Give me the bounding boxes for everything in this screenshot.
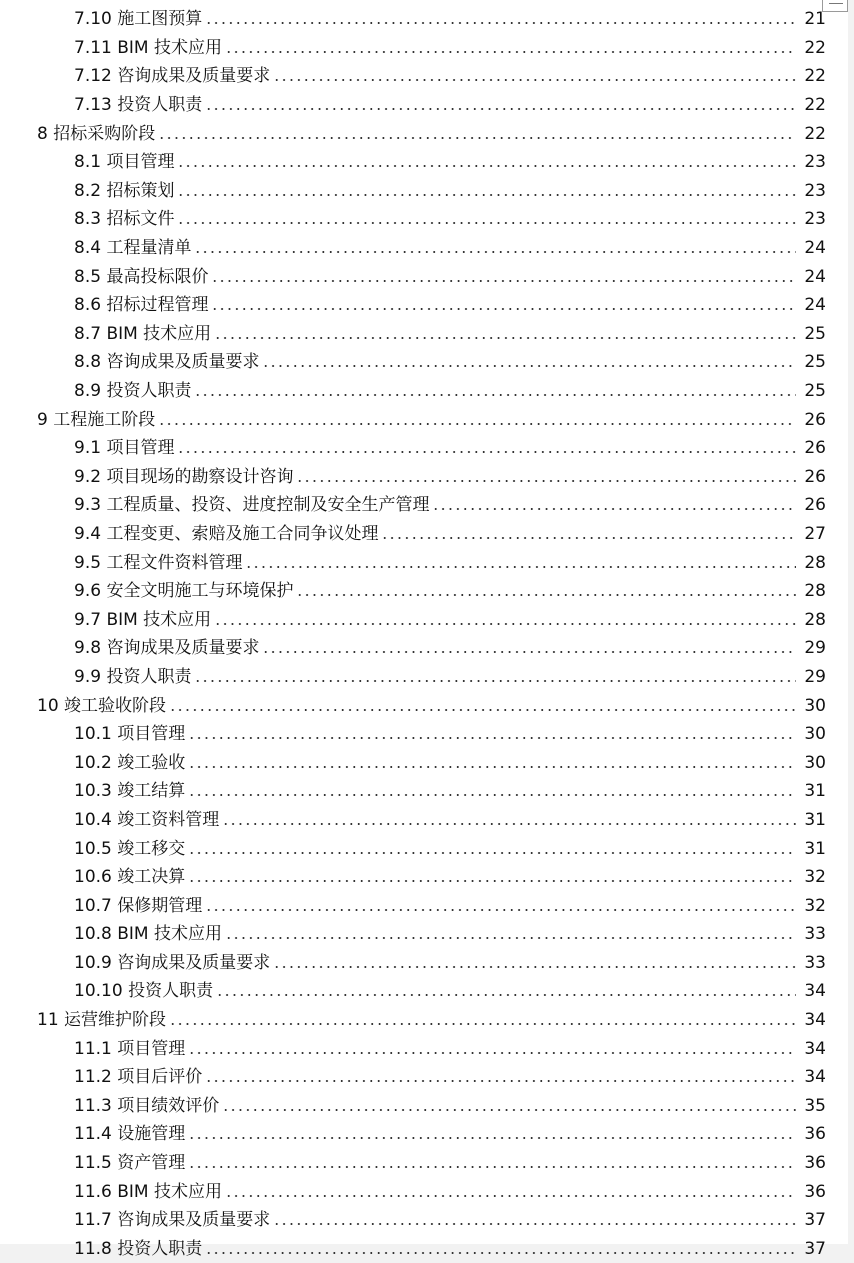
toc-entry-title: 9.5 工程文件资料管理 (74, 552, 243, 573)
toc-dot-leader (188, 790, 796, 800)
toc-page-number: 36 (804, 1181, 826, 1202)
toc-section-entry[interactable] (0, 5, 848, 34)
toc-section-entry[interactable] (0, 348, 848, 377)
toc-page-number: 28 (804, 581, 826, 602)
toc-dot-leader (188, 1162, 796, 1172)
toc-page-number: 31 (804, 781, 826, 802)
toc-entry-title: 7.11 BIM 技术应用 (74, 37, 223, 58)
toc-page-number: 27 (804, 523, 826, 544)
toc-page-number: 22 (804, 37, 826, 58)
toc-entry-title: 10.3 竣工结算 (74, 781, 186, 802)
toc-entry-title: 9.8 咨询成果及质量要求 (74, 638, 260, 659)
toc-dot-leader (273, 1219, 796, 1229)
toc-page-number: 31 (804, 838, 826, 859)
toc-dot-leader (169, 705, 796, 715)
toc-dot-leader (158, 133, 796, 143)
toc-page-number: 31 (804, 809, 826, 830)
toc-section-entry[interactable] (0, 34, 848, 63)
toc-entry-title: 10 竣工验收阶段 (37, 695, 167, 716)
toc-page-number: 36 (804, 1153, 826, 1174)
toc-dot-leader (177, 161, 796, 171)
toc-entry-title: 10.4 竣工资料管理 (74, 809, 220, 830)
toc-entry-title: 9 工程施工阶段 (37, 409, 156, 430)
toc-page-number: 33 (804, 924, 826, 945)
toc-section-entry[interactable] (0, 1092, 848, 1121)
toc-dot-leader (188, 1133, 796, 1143)
toc-entry-title: 10.7 保修期管理 (74, 895, 203, 916)
toc-section-entry[interactable] (0, 748, 848, 777)
toc-dot-leader (211, 276, 796, 286)
toc-page-number: 26 (804, 409, 826, 430)
toc-section-entry[interactable] (0, 1063, 848, 1092)
toc-entry-title: 8.4 工程量清单 (74, 238, 192, 259)
toc-entry-title: 7.12 咨询成果及质量要求 (74, 66, 271, 87)
toc-entry-title: 10.9 咨询成果及质量要求 (74, 952, 271, 973)
toc-page-number: 34 (804, 1067, 826, 1088)
toc-section-entry[interactable] (0, 1235, 848, 1263)
toc-section-entry[interactable] (0, 605, 848, 634)
toc-chapter-entry[interactable] (0, 405, 848, 434)
toc-entry-title: 10.1 项目管理 (74, 724, 186, 745)
toc-section-entry[interactable] (0, 977, 848, 1006)
toc-page-number: 36 (804, 1124, 826, 1145)
toc-section-entry[interactable] (0, 291, 848, 320)
toc-page-number: 24 (804, 238, 826, 259)
toc-dot-leader (225, 47, 796, 57)
toc-page-number: 32 (804, 895, 826, 916)
toc-section-entry[interactable] (0, 434, 848, 463)
toc-dot-leader (296, 590, 796, 600)
toc-dot-leader (188, 762, 796, 772)
toc-dot-leader (273, 75, 796, 85)
toc-entry-title: 8.1 项目管理 (74, 152, 175, 173)
toc-page-number: 22 (804, 123, 826, 144)
toc-chapter-entry[interactable] (0, 119, 848, 148)
toc-dot-leader (205, 104, 796, 114)
toc-section-entry[interactable] (0, 548, 848, 577)
toc-section-entry[interactable] (0, 520, 848, 549)
toc-entry-title: 8.8 咨询成果及质量要求 (74, 352, 260, 373)
toc-entry-title: 9.7 BIM 技术应用 (74, 609, 212, 630)
toc-page-number: 30 (804, 752, 826, 773)
toc-section-entry[interactable] (0, 920, 848, 949)
toc-dot-leader (177, 447, 796, 457)
toc-section-entry[interactable] (0, 148, 848, 177)
toc-dot-leader (381, 533, 796, 543)
toc-section-entry[interactable] (0, 891, 848, 920)
toc-section-entry[interactable] (0, 834, 848, 863)
toc-entry-title: 11.2 项目后评价 (74, 1067, 203, 1088)
toc-page-number: 37 (804, 1238, 826, 1259)
toc-section-entry[interactable] (0, 205, 848, 234)
toc-dot-leader (222, 1105, 796, 1115)
toc-section-entry[interactable] (0, 777, 848, 806)
toc-dot-leader (205, 1076, 796, 1086)
toc-entry-title: 10.10 投资人职责 (74, 981, 214, 1002)
toc-page-number: 24 (804, 266, 826, 287)
toc-page-number: 28 (804, 552, 826, 573)
toc-entry-title: 10.6 竣工决算 (74, 867, 186, 888)
toc-page-number: 34 (804, 981, 826, 1002)
toc-dot-leader (188, 876, 796, 886)
toc-section-entry[interactable] (0, 1177, 848, 1206)
toc-entry-title: 8.3 招标文件 (74, 209, 175, 230)
toc-page-number: 24 (804, 295, 826, 316)
toc-page-number: 35 (804, 1095, 826, 1116)
toc-dot-leader (245, 562, 796, 572)
toc-entry-title: 7.10 施工图预算 (74, 9, 203, 30)
toc-section-entry[interactable] (0, 806, 848, 835)
toc-section-entry[interactable] (0, 949, 848, 978)
toc-page-number: 23 (804, 180, 826, 201)
toc-page-number: 30 (804, 724, 826, 745)
toc-section-entry[interactable] (0, 62, 848, 91)
toc-section-entry[interactable] (0, 1120, 848, 1149)
toc-dot-leader (205, 905, 796, 915)
toc-section-entry[interactable] (0, 463, 848, 492)
toc-entry-title: 11.6 BIM 技术应用 (74, 1181, 223, 1202)
toc-dot-leader (188, 733, 796, 743)
toc-dot-leader (205, 1248, 796, 1258)
toc-entry-title: 11.5 资产管理 (74, 1153, 186, 1174)
toc-page-number: 22 (804, 66, 826, 87)
toc-page-number: 34 (804, 1010, 826, 1031)
toc-dot-leader (225, 933, 796, 943)
toc-section-entry[interactable] (0, 1206, 848, 1235)
toc-dot-leader (214, 333, 796, 343)
toc-page-number: 29 (804, 638, 826, 659)
toc-dot-leader (273, 962, 796, 972)
toc-page-number: 33 (804, 952, 826, 973)
toc-entry-title: 8.9 投资人职责 (74, 381, 192, 402)
toc-page-number: 25 (804, 381, 826, 402)
table-of-contents (0, 5, 848, 1263)
toc-entry-title: 9.6 安全文明施工与环境保护 (74, 581, 294, 602)
toc-dot-leader (177, 218, 796, 228)
toc-dot-leader (211, 304, 796, 314)
toc-dot-leader (214, 619, 796, 629)
toc-entry-title: 11.8 投资人职责 (74, 1238, 203, 1259)
toc-dot-leader (432, 504, 796, 514)
toc-entry-title: 8.7 BIM 技术应用 (74, 323, 212, 344)
toc-dot-leader (296, 476, 796, 486)
toc-section-entry[interactable] (0, 234, 848, 263)
toc-section-entry[interactable] (0, 720, 848, 749)
toc-entry-title: 8.2 招标策划 (74, 180, 175, 201)
toc-entry-title: 10.2 竣工验收 (74, 752, 186, 773)
toc-dot-leader (216, 990, 796, 1000)
toc-page-number: 32 (804, 867, 826, 888)
toc-page-number: 25 (804, 352, 826, 373)
toc-section-entry[interactable] (0, 377, 848, 406)
toc-page-number: 22 (804, 95, 826, 116)
toc-section-entry[interactable] (0, 177, 848, 206)
toc-dot-leader (194, 676, 796, 686)
toc-page-number: 23 (804, 152, 826, 173)
toc-chapter-entry[interactable] (0, 1006, 848, 1035)
toc-section-entry[interactable] (0, 577, 848, 606)
toc-dot-leader (169, 1019, 796, 1029)
toc-page-number: 29 (804, 666, 826, 687)
toc-entry-title: 9.1 项目管理 (74, 438, 175, 459)
toc-section-entry[interactable] (0, 491, 848, 520)
toc-section-entry[interactable] (0, 91, 848, 120)
toc-section-entry[interactable] (0, 262, 848, 291)
toc-dot-leader (222, 819, 796, 829)
toc-section-entry[interactable] (0, 863, 848, 892)
toc-dot-leader (262, 647, 796, 657)
toc-dot-leader (205, 18, 796, 28)
toc-entry-title: 11.4 设施管理 (74, 1124, 186, 1145)
toc-dot-leader (225, 1191, 796, 1201)
toc-section-entry[interactable] (0, 320, 848, 349)
toc-section-entry[interactable] (0, 663, 848, 692)
toc-entry-title: 9.3 工程质量、投资、进度控制及安全生产管理 (74, 495, 430, 516)
toc-dot-leader (188, 1048, 796, 1058)
toc-entry-title: 9.4 工程变更、索赔及施工合同争议处理 (74, 523, 379, 544)
toc-section-entry[interactable] (0, 1034, 848, 1063)
toc-dot-leader (194, 390, 796, 400)
toc-page-number: 25 (804, 323, 826, 344)
toc-page-number: 30 (804, 695, 826, 716)
toc-entry-title: 8.6 招标过程管理 (74, 295, 209, 316)
toc-entry-title: 11.7 咨询成果及质量要求 (74, 1210, 271, 1231)
toc-page-number: 23 (804, 209, 826, 230)
toc-entry-title: 9.9 投资人职责 (74, 666, 192, 687)
toc-dot-leader (158, 419, 796, 429)
toc-dot-leader (194, 247, 796, 257)
toc-entry-title: 8.5 最高投标限价 (74, 266, 209, 287)
toc-page-number: 26 (804, 438, 826, 459)
toc-section-entry[interactable] (0, 1149, 848, 1178)
toc-entry-title: 10.8 BIM 技术应用 (74, 924, 223, 945)
toc-page-number: 21 (804, 9, 826, 30)
toc-dot-leader (177, 190, 796, 200)
toc-entry-title: 11.1 项目管理 (74, 1038, 186, 1059)
toc-entry-title: 11 运营维护阶段 (37, 1010, 167, 1031)
toc-entry-title: 8 招标采购阶段 (37, 123, 156, 144)
toc-dot-leader (262, 361, 796, 371)
toc-entry-title: 10.5 竣工移交 (74, 838, 186, 859)
toc-chapter-entry[interactable] (0, 691, 848, 720)
toc-page-number: 28 (804, 609, 826, 630)
toc-entry-title: 11.3 项目绩效评价 (74, 1095, 220, 1116)
toc-page-number: 26 (804, 495, 826, 516)
toc-section-entry[interactable] (0, 634, 848, 663)
toc-page-number: 34 (804, 1038, 826, 1059)
toc-page-number: 37 (804, 1210, 826, 1231)
toc-entry-title: 9.2 项目现场的勘察设计咨询 (74, 466, 294, 487)
toc-entry-title: 7.13 投资人职责 (74, 95, 203, 116)
toc-page-number: 26 (804, 466, 826, 487)
toc-dot-leader (188, 848, 796, 858)
